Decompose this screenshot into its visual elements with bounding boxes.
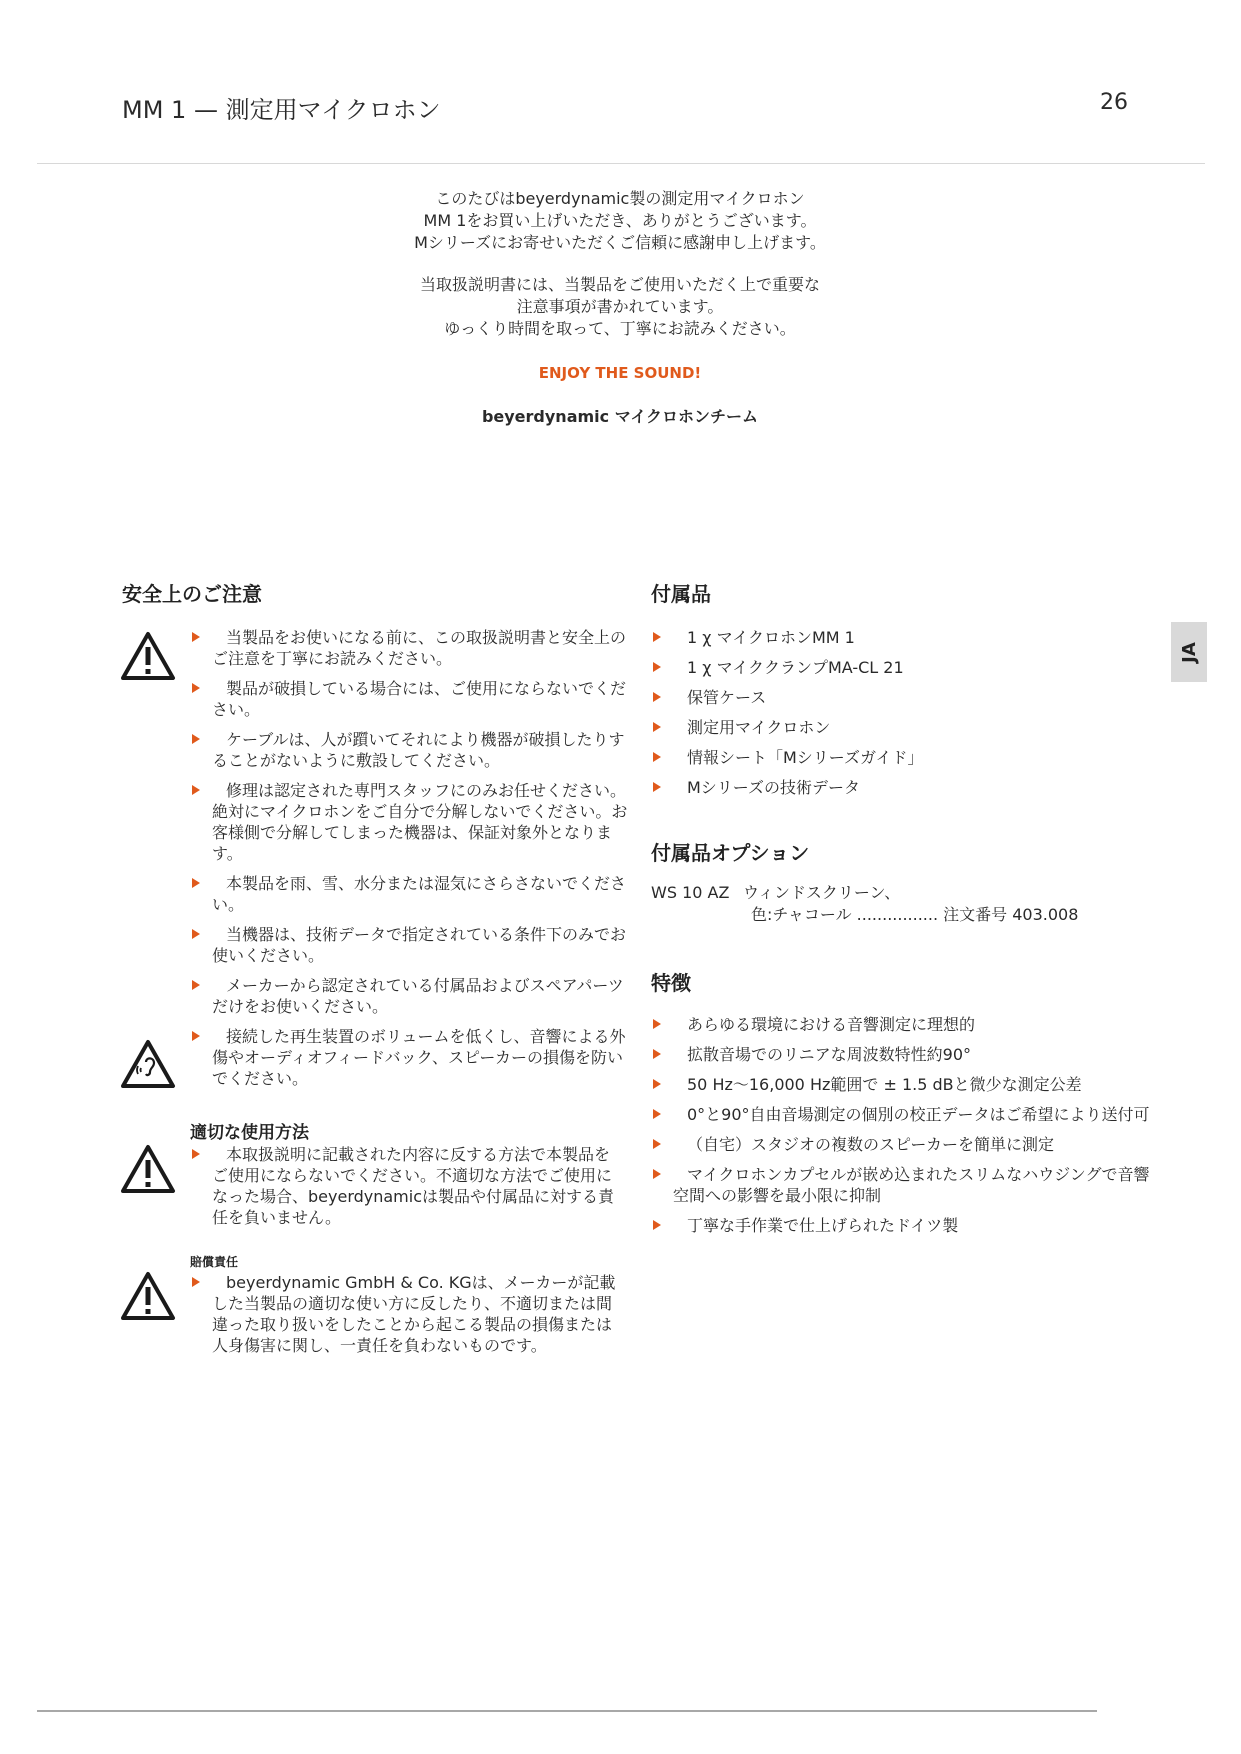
intro-block <box>330 188 910 428</box>
list-item: 拡散音場でのリニアな周波数特性約90° <box>651 1044 1161 1065</box>
list-item: 丁寧な手作業で仕上げられたドイツ製 <box>651 1215 1161 1236</box>
option-detail: 色:チャコール ................ 注文番号 403.008 <box>751 905 1079 924</box>
header-divider <box>37 163 1205 164</box>
list-item: 本製品を雨、雪、水分または湿気にさらさないでください。 <box>190 873 630 915</box>
language-tab-label: JA <box>1178 641 1200 663</box>
page-title: MM 1 — 測定用マイクロホン <box>122 96 441 124</box>
optional-accessories-heading: 付属品オプション <box>651 841 810 865</box>
features-list <box>651 1014 1161 1245</box>
hearing-damage-icon <box>120 1038 176 1090</box>
list-item: あらゆる環境における音響測定に理想的 <box>651 1014 1161 1035</box>
list-item: ケーブルは、人が躓いてそれにより機器が破損したりすることがないように敷設してください。 <box>190 729 630 771</box>
enjoy-the-sound-slogan: ENJOY THE SOUND! <box>538 364 702 382</box>
list-item: 測定用マイクロホン <box>651 717 1131 738</box>
features-heading: 特徴 <box>651 971 691 995</box>
warning-icon <box>120 1143 176 1195</box>
list-item: 1 χ マイククランプMA-CL 21 <box>651 657 1131 678</box>
warning-icon <box>120 630 176 682</box>
list-item: 修理は認定された専門スタッフにのみお任せください。絶対にマイクロホンをご自分で分解しないでください。お客様側で分解してしまった機器は、保証対象外となります。 <box>190 780 630 864</box>
option-code: WS 10 AZ <box>651 883 730 902</box>
list-item: 接続した再生装置のボリュームを低くし、音響による外傷やオーディオフィードバック、スピーカーの損傷を防いでください。 <box>190 1026 630 1089</box>
safety-list <box>190 627 630 1098</box>
list-item: 当製品をお使いになる前に、この取扱説明書と安全上のご注意を丁寧にお読みください。 <box>190 627 630 669</box>
usage-heading: 適切な使用方法 <box>190 1123 309 1143</box>
safety-heading: 安全上のご注意 <box>122 582 262 606</box>
team-signature: beyerdynamic マイクロホンチーム <box>481 407 759 426</box>
intro-line: 注意事項が書かれています。 <box>516 297 724 316</box>
page-number: 26 <box>1100 90 1128 115</box>
list-item: メーカーから認定されている付属品およびスペアパーツだけをお使いください。 <box>190 975 630 1017</box>
optional-accessory <box>651 882 1131 926</box>
usage-list <box>190 1144 620 1237</box>
list-item: 情報シート「Mシリーズガイド」 <box>651 747 1131 768</box>
footer-divider <box>37 1710 1097 1712</box>
option-name: ウィンドスクリーン、 <box>743 883 901 902</box>
intro-line: 当取扱説明書には、当製品をご使用いただく上で重要な <box>419 275 820 294</box>
list-item: 0°と90°自由音場測定の個別の校正データはご希望により送付可 <box>651 1104 1161 1125</box>
intro-line: Mシリーズにお寄せいただくご信頼に感謝申し上げます。 <box>414 233 826 252</box>
list-item: 当機器は、技術データで指定されている条件下のみでお使いください。 <box>190 924 630 966</box>
liability-heading: 賠償責任 <box>190 1255 239 1269</box>
accessories-heading: 付属品 <box>651 582 711 606</box>
intro-line: MM 1をお買い上げいただき、ありがとうございます。 <box>423 211 817 230</box>
accessories-list <box>651 627 1131 807</box>
list-item: （自宅）スタジオの複数のスピーカーを簡単に測定 <box>651 1134 1161 1155</box>
list-item: 本取扱説明に記載された内容に反する方法で本製品をご使用にならないでください。不適切な方法でご使用になった場合、beyerdynamicは製品や付属品に対する責任を負いません。 <box>190 1144 620 1228</box>
list-item: 1 χ マイクロホンMM 1 <box>651 627 1131 648</box>
liability-list <box>190 1272 620 1365</box>
list-item: 製品が破損している場合には、ご使用にならないでください。 <box>190 678 630 720</box>
list-item: beyerdynamic GmbH & Co. KGは、メーカーが記載した当製品の適切な使い方に反したり、不適切または間違った取り扱いをしたことから起こる製品の損傷または人身傷害に関し、一責任を負わないものです。 <box>190 1272 620 1356</box>
intro-line: ゆっくり時間を取って、丁寧にお読みください。 <box>444 319 796 338</box>
intro-line: このたびはbeyerdynamic製の測定用マイクロホン <box>435 189 805 208</box>
list-item: 50 Hz～16,000 Hz範囲で ± 1.5 dBと微少な測定公差 <box>651 1074 1161 1095</box>
list-item: 保管ケース <box>651 687 1131 708</box>
list-item: Mシリーズの技術データ <box>651 777 1131 798</box>
language-tab <box>1171 622 1207 682</box>
warning-icon <box>120 1270 176 1322</box>
list-item: マイクロホンカプセルが嵌め込まれたスリムなハウジングで音響空間への影響を最小限に抑制 <box>651 1164 1161 1206</box>
